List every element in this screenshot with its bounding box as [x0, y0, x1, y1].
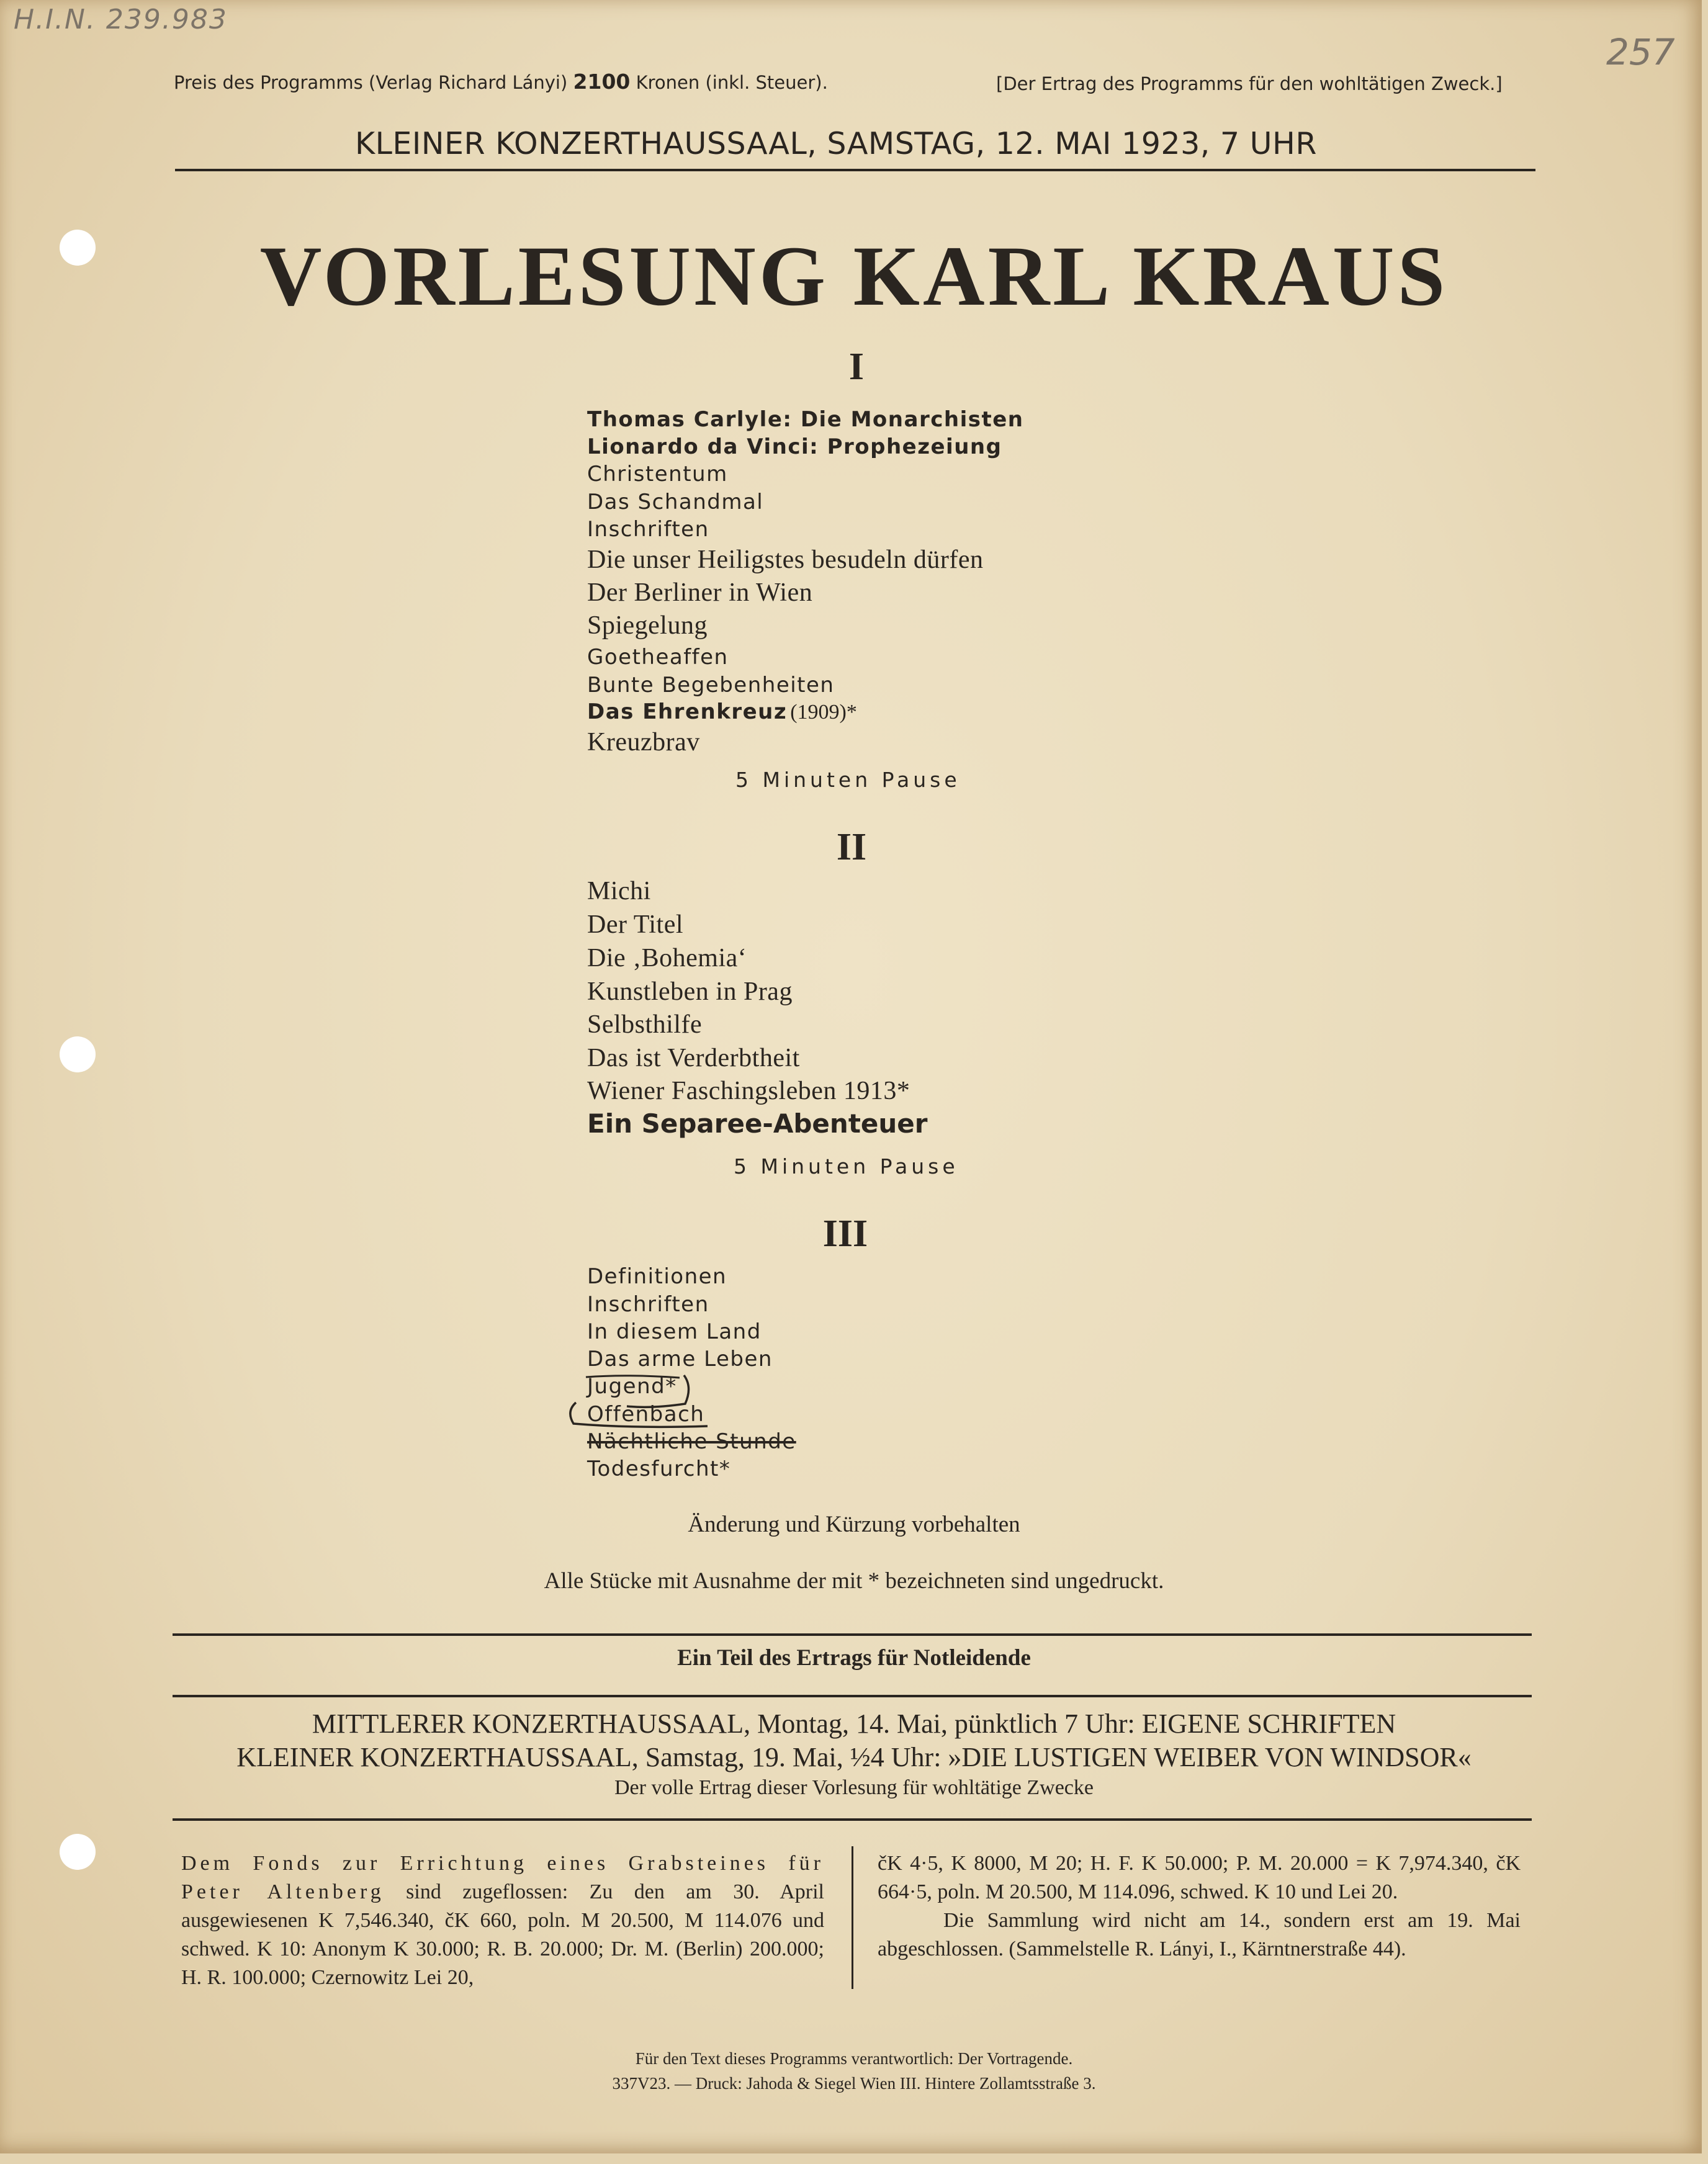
fund-closing-note: Die Sammlung wird nicht am 14., sondern erst am 19. Mai abgeschlossen. (Sammelstelle R. Lányi, I., Kärntnerstraße 44).	[878, 1909, 1521, 1960]
changes-note: Änderung und Kürzung vorbehalten	[688, 1512, 1020, 1537]
program-item: Kunstleben in Prag	[587, 977, 793, 1006]
program-item: Das ist Verderbtheit	[587, 1044, 800, 1072]
divider-rule	[173, 1695, 1532, 1697]
fund-donations: sind zugeflossen: Zu den am 30. April ausgewiesenen K 7,546.340, čK 660, poln. M 20.500, M 114.076 und schwed. K 10: Anonym K 30.000; R. B. 20.000; Dr. M. (Berlin) 200.000; H. R. 100.000; Czernowitz Lei 20,	[181, 1880, 824, 1989]
section-numeral: III	[822, 1213, 868, 1255]
program-item: Ein Separee-Abenteuer	[587, 1108, 928, 1139]
footer-responsibility: Für den Text dieses Programms verantwortlich: Der Vortragende.	[635, 2049, 1073, 2068]
program-item: Die unser Heiligstes besudeln dürfen	[587, 545, 984, 574]
program-item: Das Schandmal	[587, 490, 764, 514]
price-line	[174, 70, 828, 94]
program-item-struck: Nächtliche Stunde	[587, 1429, 796, 1454]
page-title: VORLESUNG KARL KRAUS	[259, 228, 1449, 323]
pause-note: 5 Minuten Pause	[734, 1154, 959, 1179]
program-item: Inschriften	[587, 517, 709, 542]
upcoming-note: Der volle Ertrag dieser Vorlesung für wohltätige Zwecke	[614, 1776, 1094, 1799]
program-item: Offenbach	[587, 1402, 705, 1427]
program-item: Die ‚Bohemia‘	[587, 944, 747, 972]
program-item: Inschriften	[587, 1292, 709, 1317]
program-item: Definitionen	[587, 1264, 727, 1289]
program-item: In diesem Land	[587, 1319, 762, 1344]
program-item: Selbsthilfe	[587, 1010, 703, 1039]
upcoming-event-2: KLEINER KONZERTHAUSSAAL, Samstag, 19. Mai, ½4 Uhr: »DIE LUSTIGEN WEIBER VON WINDSOR«	[236, 1742, 1472, 1772]
proceeds-note: [Der Ertrag des Programms für den wohltätigen Zweck.]	[996, 73, 1503, 94]
program-item: Lionardo da Vinci: Prophezeiung	[587, 434, 1002, 459]
unprinted-note: Alle Stücke mit Ausnahme der mit * bezeichneten sind ungedruckt.	[544, 1568, 1164, 1594]
program-item: Michi	[587, 877, 651, 905]
column-divider	[852, 1846, 853, 1989]
price-amount: 2100	[573, 70, 631, 94]
program-item: Wiener Faschingsleben 1913*	[587, 1077, 910, 1105]
program-item: Goetheaffen	[587, 645, 729, 670]
program-item: Bunte Begebenheiten	[587, 673, 835, 698]
fund-totals: čK 4·5, K 8000, M 20; H. F. K 50.000; P. M. 20.000 = K 7,974.340, čK 664·5, poln. M 20.500, M 114.096, schwed. K 10 und Lei 20.	[878, 1852, 1521, 1903]
price-unit: Kronen (inkl. Steuer).	[636, 72, 828, 93]
program-item: Thomas Carlyle: Die Monarchisten	[587, 407, 1024, 432]
program-item: Todesfurcht*	[587, 1457, 731, 1481]
item-title: Das Ehrenkreuz	[587, 699, 788, 724]
fund-lead: Dem Fonds zur Errichtung eines Grabsteines für Peter Altenberg	[181, 1852, 824, 1903]
program-item: Das arme Leben	[587, 1347, 773, 1372]
page-number-annotation: 257	[1606, 31, 1675, 73]
price-text: Preis des Programms (Verlag Richard Lányi)	[174, 72, 568, 93]
pause-note: 5 Minuten Pause	[735, 768, 961, 792]
program-item: Kreuzbrav	[587, 728, 700, 757]
fund-right-column	[878, 1849, 1521, 1964]
program-item-ehrenkreuz	[587, 699, 857, 724]
upcoming-event-1: MITTLERER KONZERTHAUSSAAL, Montag, 14. Mai, pünktlich 7 Uhr: EIGENE SCHRIFTEN	[312, 1708, 1396, 1739]
fund-left-column	[181, 1849, 824, 1992]
program-item: Der Titel	[587, 910, 684, 939]
program-item: Christentum	[587, 462, 728, 487]
item-year: (1909)*	[790, 701, 857, 724]
section-numeral: I	[848, 346, 865, 388]
footer-printer: 337V23. — Druck: Jahoda & Siegel Wien III. Hintere Zollamtsstraße 3.	[612, 2074, 1096, 2093]
program-item: Spiegelung	[587, 611, 708, 640]
section-numeral: II	[836, 826, 867, 868]
divider-rule	[173, 1818, 1532, 1821]
punch-hole	[60, 1834, 96, 1870]
charity-banner: Ein Teil des Ertrags für Notleidende	[677, 1645, 1031, 1671]
pen-markings	[559, 1365, 720, 1446]
divider-rule	[173, 1633, 1532, 1636]
inventory-annotation: H.I.N. 239.983	[14, 4, 228, 35]
program-item: Der Berliner in Wien	[587, 578, 813, 607]
venue-line: KLEINER KONZERTHAUSSAAL, SAMSTAG, 12. MAI 1923, 7 UHR	[355, 126, 1317, 161]
program-item: Jugend*	[587, 1374, 677, 1399]
header-rule	[175, 169, 1535, 171]
punch-hole	[60, 1036, 96, 1072]
